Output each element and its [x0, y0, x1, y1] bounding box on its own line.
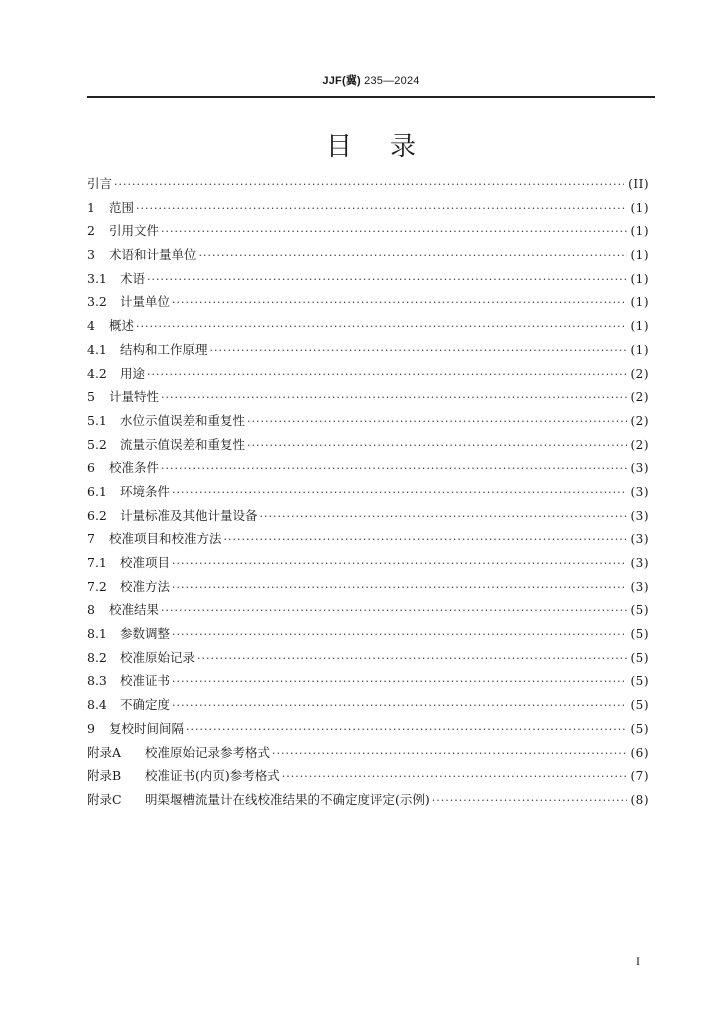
toc-entry[interactable] [87, 551, 649, 575]
toc-entry-number: 6.1 [87, 483, 107, 499]
toc-dot-leader [282, 765, 627, 789]
toc-entry-page: (II) [628, 177, 649, 191]
toc-dot-leader [136, 315, 626, 339]
toc-dot-leader [161, 220, 626, 244]
toc-entry-title: 术语 [120, 270, 146, 286]
toc-entry[interactable] [87, 338, 649, 362]
toc-entry-number: 附录C [87, 791, 122, 807]
toc-entry[interactable] [87, 717, 649, 741]
toc-entry-number: 6.2 [87, 507, 107, 523]
toc-entry-page: (7) [630, 769, 649, 784]
toc-entry-page: (1) [630, 224, 649, 239]
toc-dot-leader [197, 647, 626, 671]
toc-entry-title: 计量单位 [120, 294, 171, 310]
toc-entry-page: (5) [630, 698, 649, 713]
toc-entry[interactable] [87, 504, 649, 528]
toc-entry-page: (2) [630, 437, 649, 452]
toc-dot-leader [224, 528, 627, 552]
toc-entry-number: 8.2 [87, 649, 107, 665]
page-number: I [636, 954, 640, 968]
standard-code: JJF(冀) [322, 75, 361, 87]
toc-entry-number: 4.1 [87, 341, 107, 357]
toc-entry-title: 术语和计量单位 [109, 247, 197, 263]
toc-dot-leader [210, 339, 627, 363]
toc-entry-page: (1) [630, 295, 649, 310]
toc-entry-title: 流量示值误差和重复性 [120, 436, 246, 452]
toc-entry-title: 校准原始记录 [120, 649, 196, 665]
toc-entry-title: 参数调整 [120, 626, 171, 642]
toc-entry-title: 计量特性 [109, 389, 160, 405]
toc-entry[interactable] [87, 764, 649, 788]
document-header [87, 72, 655, 88]
toc-entry-page: (3) [630, 556, 649, 570]
toc-entry-page: (3) [630, 461, 649, 476]
toc-entry[interactable] [87, 219, 649, 243]
toc-entry-title: 范围 [109, 199, 135, 215]
toc-dot-leader [136, 197, 626, 221]
toc-entry-page: (8) [630, 792, 649, 807]
toc-entry[interactable] [87, 456, 649, 480]
table-of-contents [87, 172, 649, 812]
toc-dot-leader [172, 291, 626, 315]
toc-entry-number: 5.1 [87, 412, 107, 428]
toc-entry-number: 8.4 [87, 697, 107, 713]
toc-entry-page: (6) [630, 745, 649, 760]
toc-dot-leader [147, 363, 626, 387]
toc-dot-leader [161, 599, 626, 623]
toc-entry[interactable] [87, 314, 649, 338]
toc-dot-leader [247, 434, 626, 458]
toc-dot-leader [172, 576, 626, 600]
toc-entry-page: (5) [630, 627, 649, 642]
toc-entry-page: (3) [630, 579, 649, 594]
toc-entry[interactable] [87, 362, 649, 386]
toc-dot-leader [161, 457, 626, 481]
standard-number: 235—2024 [364, 75, 420, 87]
toc-entry-page: (3) [630, 532, 649, 547]
toc-entry[interactable] [87, 480, 649, 504]
toc-entry-number: 附录B [87, 768, 122, 784]
toc-entry[interactable] [87, 693, 649, 717]
toc-entry-title: 校准结果 [109, 602, 160, 618]
toc-entry-page: (3) [630, 508, 649, 523]
toc-entry-title: 结构和工作原理 [120, 341, 208, 357]
toc-dot-leader [432, 789, 627, 813]
toc-entry-title: 校准项目和校准方法 [109, 531, 222, 547]
toc-entry-page: (1) [630, 319, 649, 334]
toc-dot-leader [114, 173, 624, 197]
toc-entry-number: 附录A [87, 744, 122, 760]
toc-dot-leader [172, 694, 626, 718]
toc-entry-number: 7.1 [87, 555, 107, 570]
toc-entry-page: (3) [630, 484, 649, 499]
toc-entry[interactable] [87, 598, 649, 622]
toc-entry-number: 8.1 [87, 626, 107, 642]
toc-entry-title: 不确定度 [120, 697, 171, 713]
toc-entry-title: 用途 [120, 365, 146, 381]
toc-entry-number: 5.2 [87, 436, 107, 452]
toc-entry[interactable] [87, 433, 649, 457]
toc-entry-title: 计量标准及其他计量设备 [120, 507, 258, 523]
toc-entry-page: (1) [630, 200, 649, 215]
toc-dot-leader [272, 742, 626, 766]
toc-entry[interactable] [87, 622, 649, 646]
toc-entry[interactable] [87, 172, 649, 196]
toc-entry-number: 6 [87, 460, 95, 476]
toc-entry[interactable] [87, 290, 649, 314]
toc-entry-number: 4 [87, 318, 95, 334]
toc-entry-number: 3.2 [87, 294, 107, 310]
toc-entry[interactable] [87, 196, 649, 220]
toc-entry-number: 7.2 [87, 578, 107, 594]
toc-entry-page: (2) [630, 413, 649, 428]
toc-entry-number: 4.2 [87, 365, 107, 381]
toc-entry[interactable] [87, 669, 649, 693]
toc-entry-title: 环境条件 [120, 483, 171, 499]
header-rule [87, 96, 655, 98]
toc-entry-page: (1) [630, 248, 649, 263]
toc-entry-page: (5) [630, 674, 649, 689]
toc-dot-leader [172, 552, 626, 576]
toc-entry-number: 2 [87, 223, 95, 239]
toc-entry-page: (2) [630, 390, 649, 405]
toc-entry-title: 校准方法 [120, 578, 171, 594]
toc-entry-title: 明渠堰槽流量计在线校准结果的不确定度评定(示例) [145, 791, 430, 807]
toc-dot-leader [199, 244, 627, 268]
toc-entry[interactable] [87, 788, 649, 812]
toc-dot-leader [161, 386, 626, 410]
toc-entry[interactable] [87, 409, 649, 433]
toc-entry-page: (5) [630, 603, 649, 618]
toc-dot-leader [186, 718, 626, 742]
page-title: 目录 [325, 132, 454, 162]
toc-entry[interactable] [87, 646, 649, 670]
toc-entry-number: 8.3 [87, 673, 107, 689]
toc-entry[interactable] [87, 575, 649, 599]
toc-entry-number: 7 [87, 531, 95, 547]
toc-entry-number: 9 [87, 720, 95, 736]
toc-entry-title: 校准项目 [120, 555, 171, 570]
toc-entry-page: (5) [630, 721, 649, 736]
toc-entry-number: 5 [87, 389, 95, 405]
toc-entry-title: 引言 [87, 176, 113, 191]
toc-entry[interactable] [87, 243, 649, 267]
toc-entry[interactable] [87, 267, 649, 291]
toc-dot-leader [260, 505, 627, 529]
toc-entry[interactable] [87, 527, 649, 551]
toc-dot-leader [247, 410, 626, 434]
toc-entry-page: (1) [630, 342, 649, 357]
toc-dot-leader [172, 481, 626, 505]
toc-entry[interactable] [87, 385, 649, 409]
toc-entry-title: 复校时间间隔 [109, 720, 185, 736]
toc-entry-page: (2) [630, 366, 649, 381]
toc-entry[interactable] [87, 741, 649, 765]
toc-entry-number: 8 [87, 602, 95, 618]
toc-entry-page: (5) [630, 650, 649, 665]
toc-entry-title: 校准证书(内页)参考格式 [145, 768, 280, 784]
toc-entry-title: 概述 [109, 318, 135, 334]
toc-dot-leader [147, 268, 626, 292]
toc-entry-number: 3 [87, 247, 95, 263]
toc-entry-title: 校准证书 [120, 673, 171, 689]
toc-entry-page: (1) [630, 271, 649, 286]
toc-dot-leader [172, 670, 626, 694]
toc-entry-number: 3.1 [87, 270, 107, 286]
toc-entry-number: 1 [87, 199, 95, 215]
toc-entry-title: 水位示值误差和重复性 [120, 412, 246, 428]
toc-entry-title: 校准条件 [109, 460, 160, 476]
toc-entry-title: 引用文件 [109, 223, 160, 239]
toc-entry-title: 校准原始记录参考格式 [145, 744, 271, 760]
toc-dot-leader [172, 623, 626, 647]
